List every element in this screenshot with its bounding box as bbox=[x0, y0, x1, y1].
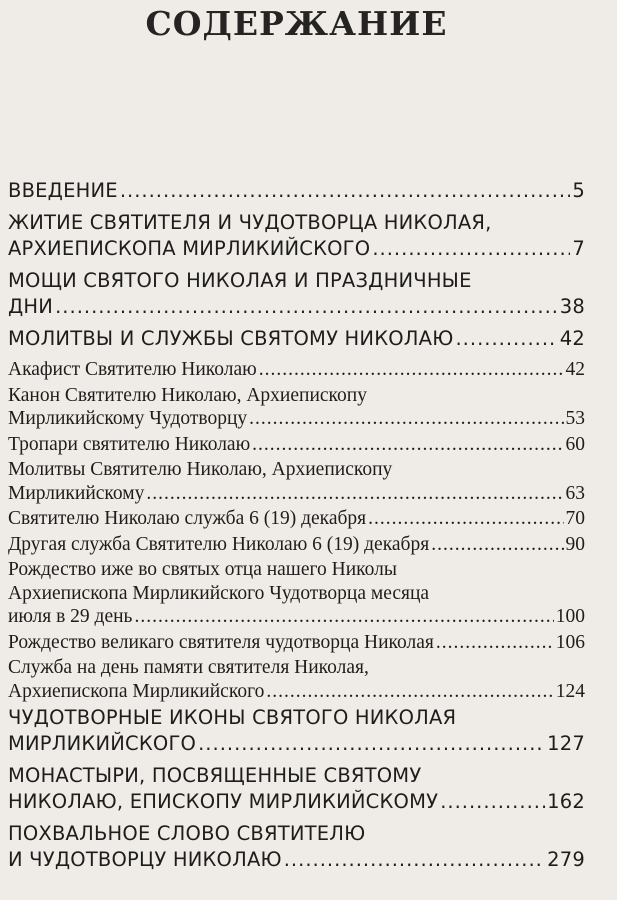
toc-entry-text: МОНАСТЫРИ, ПОСВЯЩЕННЫЕ СВЯТОМУ bbox=[8, 764, 422, 787]
dot-leader bbox=[249, 407, 563, 431]
toc-page-number: 63 bbox=[565, 482, 585, 504]
toc-entry-text: АРХИЕПИСКОПА МИРЛИКИЙСКОГО bbox=[8, 237, 371, 260]
page-title: СОДЕРЖАНИЕ bbox=[145, 4, 448, 43]
toc-entry-line bbox=[8, 763, 585, 789]
toc-page-number: 42 bbox=[565, 359, 585, 380]
dot-leader bbox=[436, 631, 554, 655]
toc-entry bbox=[8, 533, 585, 557]
toc-entry-text: МОЛИТВЫ И СЛУЖБЫ СВЯТОМУ НИКОЛАЮ bbox=[8, 327, 454, 350]
dot-leader bbox=[266, 680, 553, 704]
dot-leader bbox=[284, 847, 545, 873]
dot-leader bbox=[134, 605, 553, 629]
toc-entry bbox=[8, 507, 585, 531]
dot-leader bbox=[259, 358, 564, 382]
toc-entry-text: Другая служба Святителю Николаю 6 (19) декабря bbox=[8, 533, 430, 555]
dot-leader bbox=[198, 731, 545, 757]
toc-page-number: 42 bbox=[559, 327, 585, 350]
toc-entry bbox=[8, 178, 585, 204]
toc-entry bbox=[8, 326, 585, 352]
toc-entry-line bbox=[8, 294, 585, 320]
dot-leader bbox=[455, 326, 557, 352]
toc-entry-text: ВВЕДЕНИЕ bbox=[8, 179, 118, 202]
toc-entry-text: июля в 29 день bbox=[8, 606, 133, 627]
toc-entry-text: ЖИТИЕ СВЯТИТЕЛЯ И ЧУДОТВОРЦА НИКОЛАЯ, bbox=[8, 211, 492, 234]
toc-entry-line bbox=[8, 680, 585, 704]
toc-page-number: 70 bbox=[565, 508, 585, 529]
toc-page-number: 100 bbox=[555, 606, 585, 627]
table-of-contents bbox=[8, 178, 585, 879]
toc-page-number: 60 bbox=[565, 433, 585, 455]
toc-entry-line bbox=[8, 558, 585, 582]
toc-entry-line bbox=[8, 731, 585, 757]
toc-entry-text: Архиепископа Мирликийского bbox=[8, 680, 265, 702]
toc-entry bbox=[8, 631, 585, 655]
toc-entry-line bbox=[8, 705, 585, 731]
toc-entry-line bbox=[8, 582, 585, 606]
toc-page-number: 124 bbox=[555, 680, 585, 702]
toc-entry-line bbox=[8, 821, 585, 847]
toc-entry-text: МОЩИ СВЯТОГО НИКОЛАЯ И ПРАЗДНИЧНЫЕ bbox=[8, 269, 472, 292]
toc-entry-line bbox=[8, 433, 585, 457]
dot-leader bbox=[252, 433, 563, 457]
toc-page-number: 279 bbox=[547, 848, 585, 871]
toc-entry bbox=[8, 821, 585, 873]
toc-entry-line bbox=[8, 358, 585, 382]
toc-entry-line bbox=[8, 533, 585, 557]
toc-entry-text: ЧУДОТВОРНЫЕ ИКОНЫ СВЯТОГО НИКОЛАЯ bbox=[8, 706, 457, 729]
toc-entry-text: Мирликийскому bbox=[8, 482, 145, 504]
toc-entry-text: Мирликийскому Чудотворцу bbox=[8, 408, 248, 429]
dot-leader bbox=[431, 533, 563, 557]
toc-entry-line bbox=[8, 482, 585, 506]
toc-page-number: 127 bbox=[547, 732, 585, 755]
toc-entry bbox=[8, 210, 585, 262]
toc-entry-line bbox=[8, 507, 585, 531]
dot-leader bbox=[120, 178, 571, 204]
dot-leader bbox=[368, 507, 563, 531]
toc-entry-line bbox=[8, 178, 585, 204]
toc-entry-line bbox=[8, 631, 585, 655]
toc-entry-line bbox=[8, 789, 585, 815]
toc-entry-text: Святителю Николаю служба 6 (19) декабря bbox=[8, 508, 367, 529]
toc-entry-text: НИКОЛАЮ, ЕПИСКОПУ МИРЛИКИЙСКОМУ bbox=[8, 790, 439, 813]
toc-entry bbox=[8, 458, 585, 505]
toc-entry-line bbox=[8, 656, 585, 680]
dot-leader bbox=[146, 482, 563, 506]
toc-entry bbox=[8, 763, 585, 815]
toc-page-number: 162 bbox=[547, 790, 585, 813]
toc-entry bbox=[8, 268, 585, 320]
toc-entry-text: И ЧУДОТВОРЦУ НИКОЛАЮ bbox=[8, 848, 282, 871]
toc-entry-line bbox=[8, 407, 585, 431]
toc-entry-line bbox=[8, 384, 585, 408]
toc-entry-text: Служба на день памяти святителя Николая, bbox=[8, 657, 369, 678]
toc-entry bbox=[8, 358, 585, 382]
toc-entry bbox=[8, 705, 585, 757]
dot-leader bbox=[55, 294, 558, 320]
toc-entry-text: Рождество великаго святителя чудотворца Николая bbox=[8, 631, 434, 653]
toc-entry-line bbox=[8, 236, 585, 262]
toc-entry-line bbox=[8, 458, 585, 482]
toc-entry-text: Акафист Святителю Николаю bbox=[8, 359, 257, 380]
toc-page-number: 38 bbox=[559, 295, 585, 318]
toc-entry-line bbox=[8, 847, 585, 873]
toc-entry-text: Тропари святителю Николаю bbox=[8, 433, 251, 455]
toc-entry-text: Рождество иже во святых отца нашего Николы bbox=[8, 559, 397, 580]
toc-entry-text: Молитвы Святителю Николаю, Архиепископу bbox=[8, 459, 393, 480]
toc-page-number: 90 bbox=[565, 533, 585, 555]
toc-entry-line bbox=[8, 210, 585, 236]
toc-page-number: 53 bbox=[565, 408, 585, 429]
toc-entry bbox=[8, 433, 585, 457]
toc-page-number: 7 bbox=[572, 237, 585, 260]
toc-entry bbox=[8, 656, 585, 703]
toc-page-number: 106 bbox=[555, 631, 585, 653]
toc-entry-line bbox=[8, 326, 585, 352]
dot-leader bbox=[440, 789, 545, 815]
dot-leader bbox=[372, 236, 570, 262]
toc-entry bbox=[8, 558, 585, 629]
toc-page-number: 5 bbox=[572, 179, 585, 202]
toc-entry bbox=[8, 384, 585, 431]
toc-entry-text: МИРЛИКИЙСКОГО bbox=[8, 732, 197, 755]
toc-entry-text: ДНИ bbox=[8, 295, 54, 318]
toc-entry-text: Канон Святителю Николаю, Архиепископу bbox=[8, 384, 367, 406]
toc-entry-text: Архиепископа Мирликийского Чудотворца месяца bbox=[8, 582, 430, 604]
toc-entry-text: ПОХВАЛЬНОЕ СЛОВО СВЯТИТЕЛЮ bbox=[8, 822, 366, 845]
toc-entry-line bbox=[8, 605, 585, 629]
toc-entry-line bbox=[8, 268, 585, 294]
